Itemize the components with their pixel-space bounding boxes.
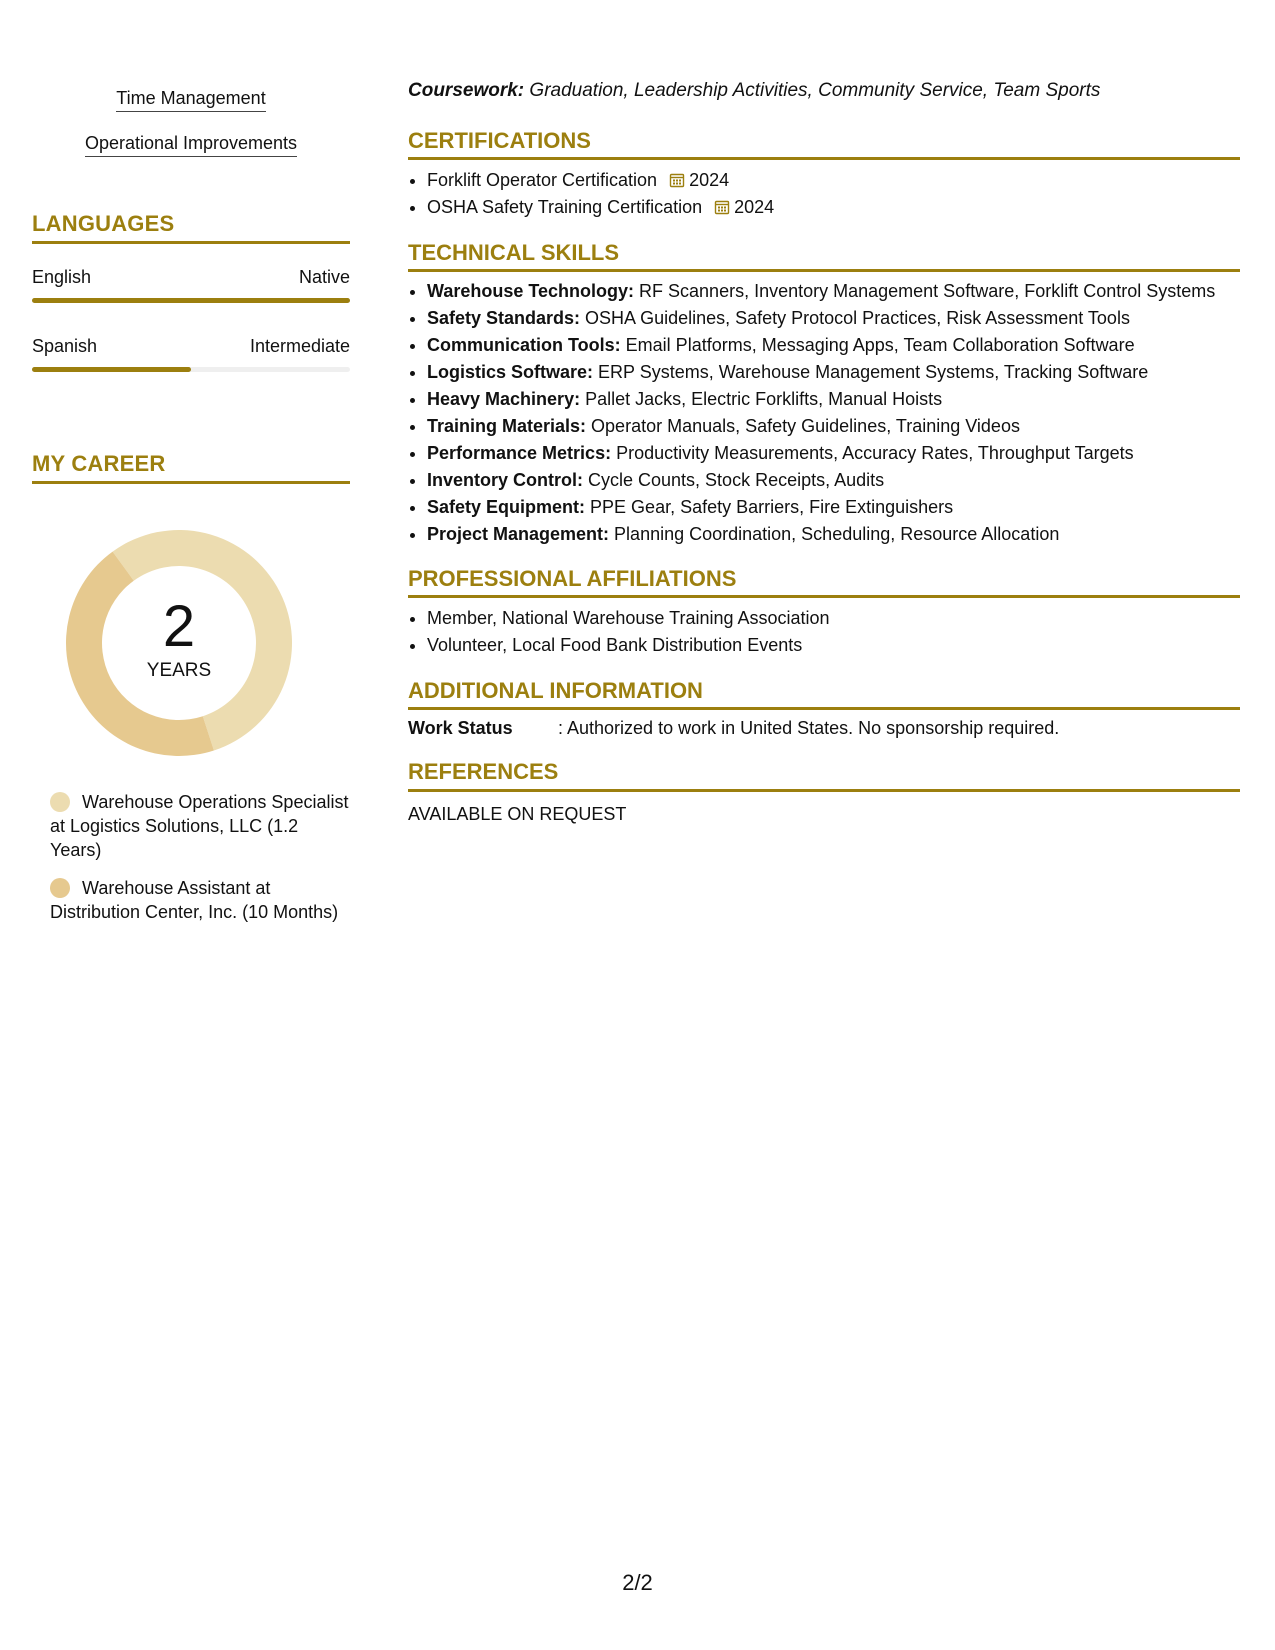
calendar-icon (669, 172, 685, 188)
skill-text: Operator Manuals, Safety Guidelines, Training Videos (586, 416, 1020, 436)
career-donut-chart (66, 530, 292, 756)
career-years-number: 2 (162, 594, 196, 659)
career-donut-center (66, 530, 292, 756)
skill-label: Logistics Software: (427, 362, 594, 382)
skill-tag-operational-improvements (32, 133, 350, 157)
skill-tag-label: Time Management (116, 88, 265, 112)
additional-info-rule (408, 707, 1240, 710)
coursework-label: Coursework: (408, 80, 525, 101)
work-status-row (408, 718, 1059, 739)
skill-text: OSHA Guidelines, Safety Protocol Practices, Risk Assessment Tools (580, 308, 1130, 328)
technical-skill-item (427, 386, 1240, 413)
affiliation-item: • Volunteer, Local Food Bank Distribution Events (427, 632, 1240, 659)
skill-tag-label: Operational Improvements (85, 133, 297, 157)
skill-label: Safety Standards: (427, 308, 581, 328)
language-level: Native (298, 267, 350, 287)
skill-label: Project Management: (427, 524, 610, 544)
language-level: Intermediate (249, 336, 350, 356)
skill-label: Inventory Control: (427, 470, 583, 490)
technical-skills-list (408, 278, 1240, 548)
technical-skill-item (427, 467, 1240, 494)
skill-text: Cycle Counts, Stock Receipts, Audits (583, 470, 885, 490)
page-number: 2/2 (622, 1570, 653, 1595)
references-text: AVAILABLE ON REQUEST (408, 804, 627, 824)
skill-text: Email Platforms, Messaging Apps, Team Collaboration Software (620, 335, 1135, 355)
technical-skill-item (427, 359, 1240, 386)
technical-skill-item (427, 332, 1240, 359)
technical-skill-item (427, 305, 1240, 332)
calendar-icon (714, 199, 730, 215)
affiliations-list (408, 605, 1240, 659)
language-bar-fill (32, 298, 350, 303)
career-rule (32, 481, 350, 484)
skill-label: Performance Metrics: (427, 443, 612, 463)
career-legend-item (50, 790, 350, 862)
skill-text: ERP Systems, Warehouse Management Systems, Tracking Software (593, 362, 1149, 382)
skill-text: Productivity Measurements, Accuracy Rates, Throughput Targets (611, 443, 1134, 463)
languages-rule (32, 241, 350, 244)
language-bar-english (32, 298, 350, 303)
certification-name: Forklift Operator Certification (427, 170, 658, 190)
skill-label: Heavy Machinery: (427, 389, 581, 409)
affiliation-item: • Member, National Warehouse Training Association (427, 605, 1240, 632)
skill-text: PPE Gear, Safety Barriers, Fire Extinguishers (585, 497, 954, 517)
language-row-spanish (32, 336, 350, 357)
certifications-list (408, 167, 1240, 221)
skill-label: Communication Tools: (427, 335, 621, 355)
references-rule (408, 789, 1240, 792)
skill-label: Training Materials: (427, 416, 587, 436)
technical-skill-item (427, 440, 1240, 467)
certifications-rule (408, 157, 1240, 160)
coursework-text: Graduation, Leadership Activities, Community Service, Team Sports (524, 80, 1101, 101)
career-legend-item (50, 876, 350, 924)
skill-tag-time-management (32, 88, 350, 112)
language-name: English (32, 267, 92, 287)
skill-label: Safety Equipment: (427, 497, 586, 517)
skill-text: RF Scanners, Inventory Management Software, Forklift Control Systems (634, 281, 1216, 301)
affiliations-title: PROFESSIONAL AFFILIATIONS (408, 566, 737, 591)
career-legend-label: Warehouse Assistant at Distribution Center, Inc. (10 Months) (50, 878, 339, 922)
skill-label: Warehouse Technology: (427, 281, 635, 301)
skill-text: Planning Coordination, Scheduling, Resource Allocation (609, 524, 1060, 544)
technical-skill-item (427, 521, 1240, 548)
language-row-english (32, 267, 350, 288)
technical-skill-item (427, 278, 1240, 305)
references-title: REFERENCES (408, 759, 559, 784)
career-title: MY CAREER (32, 451, 166, 476)
technical-skill-item (427, 413, 1240, 440)
certification-item (427, 167, 1240, 194)
technical-skills-rule (408, 269, 1240, 272)
technical-skills-title: TECHNICAL SKILLS (408, 240, 620, 265)
career-legend-label: Warehouse Operations Specialist at Logistics Solutions, LLC (1.2 Years) (50, 792, 349, 860)
language-bar-fill (32, 367, 191, 372)
work-status-value: : Authorized to work in United States. No sponsorship required. (558, 718, 1060, 738)
certification-name: OSHA Safety Training Certification (427, 197, 703, 217)
coursework-line (408, 80, 1100, 102)
language-bar-spanish (32, 367, 350, 372)
certifications-title: CERTIFICATIONS (408, 128, 591, 153)
career-years-unit: YEARS (146, 660, 212, 681)
certification-year: 2024 (689, 170, 730, 190)
technical-skill-item (427, 494, 1240, 521)
skill-text: Pallet Jacks, Electric Forklifts, Manual Hoists (580, 389, 943, 409)
certification-year: 2024 (734, 197, 775, 217)
legend-dot (50, 878, 70, 898)
additional-info-title: ADDITIONAL INFORMATION (408, 678, 703, 703)
language-name: Spanish (32, 336, 98, 356)
legend-dot (50, 792, 70, 812)
languages-title: LANGUAGES (32, 211, 175, 236)
affiliations-rule (408, 595, 1240, 598)
work-status-label: Work Status (408, 718, 513, 738)
certification-item (427, 194, 1240, 221)
